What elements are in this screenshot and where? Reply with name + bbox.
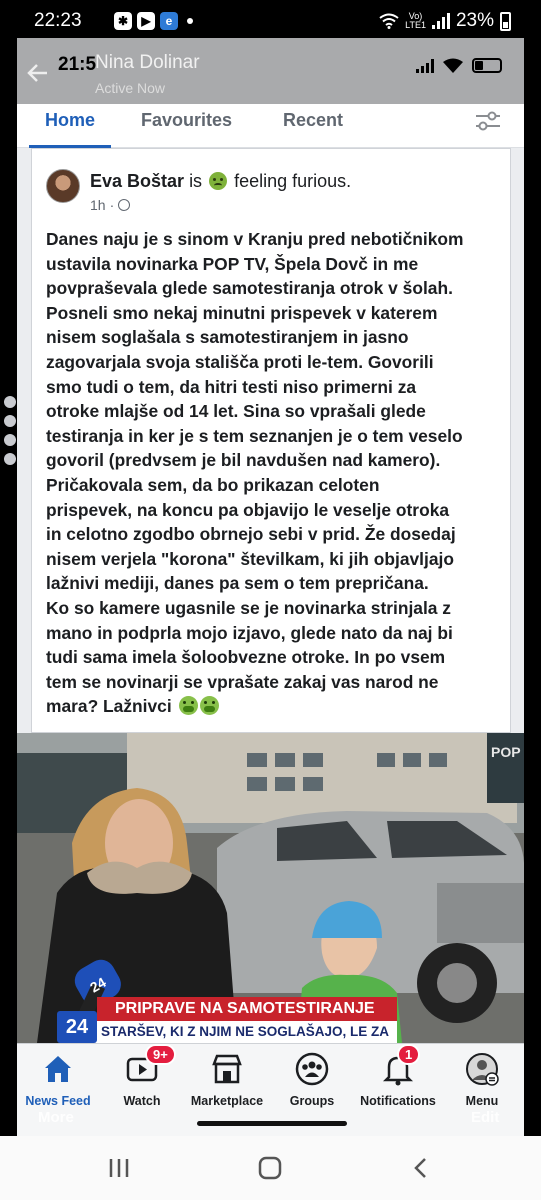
chat-contact-name: Nina Dolinar	[95, 52, 200, 73]
browser-notification-icon: e	[160, 12, 178, 30]
post-card	[31, 148, 511, 733]
watch-badge: 9+	[145, 1044, 176, 1065]
nauseated-emoji-icon	[179, 696, 198, 715]
background-sign-text: POP	[491, 744, 521, 760]
recent-apps-icon[interactable]	[106, 1156, 132, 1180]
back-button-icon[interactable]	[408, 1156, 434, 1180]
chat-header	[17, 38, 524, 104]
news-headline-banner: PRIPRAVE NA SAMOTESTIRANJE	[97, 997, 397, 1021]
nav-news-feed-label: News Feed	[25, 1094, 91, 1108]
side-handle-dots[interactable]	[4, 396, 16, 465]
android-navigation-bar	[0, 1136, 541, 1200]
tab-home[interactable]: Home	[45, 110, 95, 148]
nav-groups-label: Groups	[289, 1094, 335, 1108]
post-time[interactable]: 1h	[90, 197, 106, 213]
more-overlay-label[interactable]: More	[38, 1109, 74, 1126]
nav-menu-label: Menu	[465, 1094, 499, 1108]
video-icon	[125, 1047, 168, 1086]
nav-watch-label: Watch	[123, 1094, 161, 1108]
status-notification-icons	[114, 12, 193, 30]
feeling-prefix: is	[189, 171, 203, 191]
filter-sliders-icon[interactable]	[474, 110, 502, 132]
store-icon	[210, 1052, 244, 1086]
notifications-badge: 1	[397, 1044, 420, 1065]
battery-percent: 23%	[455, 10, 494, 31]
news-subtitle-bar: STARŠEV, KI Z NJIM NE SOGLAŠAJO, LE ZA	[87, 1021, 397, 1043]
home-icon	[41, 1052, 75, 1086]
inner-status-time: 21:5	[58, 54, 97, 75]
author-name[interactable]: Eva Boštar	[90, 171, 185, 191]
nav-menu[interactable]	[437, 1052, 527, 1108]
home-button-icon[interactable]	[257, 1156, 283, 1180]
microphone-logo-text: 24	[87, 974, 109, 996]
status-right-icons	[379, 10, 511, 32]
author-avatar[interactable]	[46, 169, 80, 203]
post-body	[46, 227, 506, 719]
nav-groups[interactable]	[267, 1052, 357, 1108]
public-globe-icon	[118, 199, 130, 211]
tab-recent[interactable]: Recent	[283, 110, 344, 130]
avatar-menu-icon	[465, 1052, 499, 1086]
nav-notifications-label: Notifications	[360, 1094, 436, 1108]
news-screenshot-image[interactable]	[17, 733, 524, 1043]
channel-24-logo: 24	[57, 1011, 97, 1043]
chat-active-status: Active Now	[95, 80, 166, 96]
nav-marketplace[interactable]	[182, 1052, 272, 1108]
inner-signal-icon	[416, 59, 434, 73]
nav-watch[interactable]	[97, 1047, 187, 1108]
wifi-icon	[379, 13, 399, 29]
groups-icon	[295, 1052, 329, 1086]
youtube-notification-icon: ▶	[137, 12, 155, 30]
nav-news-feed[interactable]	[13, 1052, 103, 1108]
battery-icon	[500, 12, 511, 31]
bell-icon	[381, 1047, 415, 1086]
feeling-text: feeling furious.	[234, 171, 352, 191]
furious-emoji-icon	[209, 172, 227, 190]
settings-notification-icon: ✱	[114, 12, 132, 30]
edit-overlay-label[interactable]: Edit	[471, 1109, 500, 1126]
inner-wifi-icon	[443, 58, 463, 73]
inner-status-icons	[416, 58, 502, 73]
home-indicator	[197, 1121, 347, 1126]
volte-label: Vo) LTE1	[405, 11, 426, 30]
post-header	[90, 171, 351, 192]
nav-notifications[interactable]	[353, 1047, 443, 1108]
feed-tabs	[17, 104, 524, 148]
post-meta	[90, 197, 130, 213]
back-arrow-icon[interactable]	[25, 60, 51, 86]
signal-icon	[432, 13, 450, 29]
facebook-screenshot	[17, 38, 524, 1136]
tab-favourites[interactable]: Favourites	[141, 110, 233, 130]
meta-separator: ·	[109, 197, 115, 213]
nauseated-emoji-icon	[200, 696, 219, 715]
more-notifications-dot-icon	[187, 18, 193, 24]
inner-battery-icon	[472, 58, 502, 73]
nav-marketplace-label: Marketplace	[190, 1094, 264, 1108]
post-body-text: Danes naju je s sinom v Kranju pred nebotičnikom ustavila novinarka POP TV, Špela Dovč in me povpraševala glede samotestiranja otrok v šolah. Posneli smo nekaj minutni prispevek v katerem nisem soglašala s samotestiranjem in jasno zagovarjala svoja stališča proti le-tem. Govorili smo tudi o tem, da hitri testi niso primerni za otroke mlajše od 14 let. Sina so vprašali glede testiranja in ker je s tem seznanjen je o tem veselo govoril (predvsem je bil navdušen nad kamero). Pričakovala sem, da bo prikazan celoten prispevek, na koncu pa objavijo le veselje otroka in celotno zgodbo obrnejo sebi v prid. Že dosedaj nisem verjela "korona" številkam, ki jih objavljajo lažnivi mediji, danes pa sem o tem prepričana. Ko so kamere ugasnile se je novinarka strinjala z mano in podprla mojo izjavo, glede nato da naj bi tudi sama imela šoloobvezne otroke. In po vsem tem se novinarji se vprašate zakaj vas narod ne mara? Lažnivci	[46, 229, 464, 717]
status-time: 22:23	[34, 10, 82, 31]
